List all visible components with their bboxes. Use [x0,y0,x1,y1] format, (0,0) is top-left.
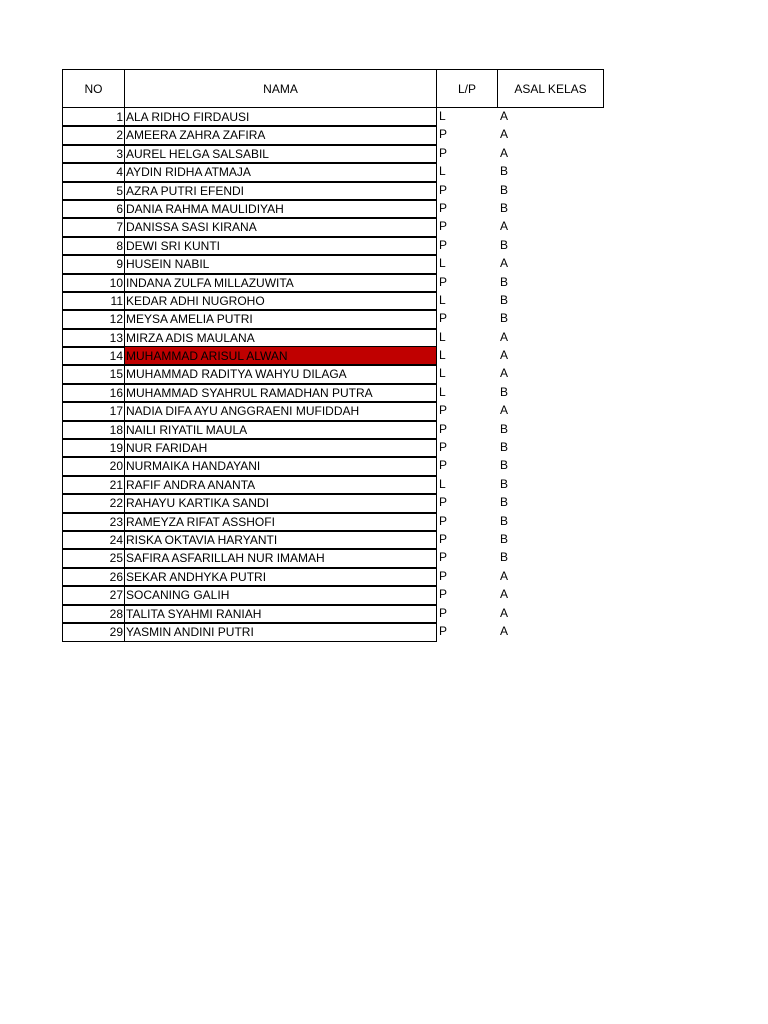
cell-nama[interactable]: AZRA PUTRI EFENDI [124,181,437,201]
header-nama[interactable]: NAMA [124,69,437,108]
cell-lp[interactable]: P [436,438,498,458]
table-row [62,273,605,292]
cell-no[interactable]: 1 [62,107,125,127]
cell-lp[interactable]: P [436,567,498,587]
cell-asal-kelas[interactable]: A [500,127,509,142]
cell-no[interactable]: 11 [62,291,125,311]
cell-asal-kelas[interactable]: A [500,623,509,638]
cell-lp[interactable]: P [436,401,498,421]
cell-nama[interactable]: AYDIN RIDHA ATMAJA [124,162,437,182]
table-row [62,567,605,586]
header-lp[interactable]: L/P [436,69,498,108]
cell-asal-kelas[interactable]: B [500,274,509,289]
table-row [62,236,605,255]
cell-asal-kelas[interactable]: A [500,219,509,234]
cell-nama[interactable]: KEDAR ADHI NUGROHO [124,291,437,311]
cell-lp[interactable]: P [436,512,498,532]
cell-lp[interactable]: L [436,254,498,274]
header-asal-kelas[interactable]: ASAL KELAS [497,69,604,108]
cell-asal-kelas[interactable]: A [500,329,509,344]
table-row [62,217,605,236]
table-row [62,604,605,623]
table-row [62,364,605,383]
cell-nama[interactable]: AMEERA ZAHRA ZAFIRA [124,125,437,145]
cell-lp[interactable]: L [436,162,498,182]
cell-asal-kelas[interactable]: B [500,384,509,399]
table-row [62,125,605,144]
cell-no[interactable]: 6 [62,199,125,219]
cell-no[interactable]: 26 [62,567,125,587]
cell-lp[interactable]: P [436,181,498,201]
cell-lp[interactable]: P [436,125,498,145]
cell-no[interactable]: 17 [62,401,125,421]
cell-nama[interactable]: MIRZA ADIS MAULANA [124,328,437,348]
cell-lp[interactable]: L [436,364,498,384]
cell-lp[interactable]: P [436,420,498,440]
cell-no[interactable]: 27 [62,585,125,605]
cell-asal-kelas[interactable]: A [500,109,509,123]
cell-nama[interactable]: YASMIN ANDINI PUTRI [124,622,437,642]
cell-lp[interactable]: P [436,217,498,237]
table-row [62,328,605,347]
cell-lp[interactable]: P [436,236,498,256]
cell-asal-kelas[interactable]: B [500,550,509,565]
cell-asal-kelas[interactable]: B [500,531,509,546]
cell-no[interactable]: 21 [62,475,125,495]
cell-asal-kelas[interactable]: B [500,200,509,215]
cell-nama[interactable]: RAHAYU KARTIKA SANDI [124,493,437,513]
cell-asal-kelas[interactable]: A [500,348,509,363]
cell-lp[interactable]: L [436,475,498,495]
cell-lp[interactable]: P [436,309,498,329]
cell-no[interactable]: 15 [62,364,125,384]
cell-no[interactable]: 29 [62,622,125,642]
table-row [62,530,605,549]
cell-nama[interactable]: ALA RIDHO FIRDAUSI [124,107,437,127]
table-body [62,107,605,641]
table-row [62,456,605,475]
cell-asal-kelas[interactable]: A [500,568,509,583]
cell-nama[interactable]: DANIA RAHMA MAULIDIYAH [124,199,437,219]
cell-nama[interactable]: NURMAIKA HANDAYANI [124,456,437,476]
table-row [62,622,605,641]
cell-nama[interactable]: DEWI SRI KUNTI [124,236,437,256]
table-row [62,438,605,457]
cell-nama[interactable]: DANISSA SASI KIRANA [124,217,437,237]
cell-no[interactable]: 19 [62,438,125,458]
cell-no[interactable]: 4 [62,162,125,182]
cell-nama[interactable]: INDANA ZULFA MILLAZUWITA [124,273,437,293]
cell-asal-kelas[interactable]: B [500,458,509,473]
cell-no[interactable]: 22 [62,493,125,513]
cell-asal-kelas[interactable]: B [500,476,509,491]
cell-asal-kelas[interactable]: B [500,495,509,510]
table-row [62,254,605,273]
cell-asal-kelas[interactable]: A [500,403,509,418]
cell-nama[interactable]: MUHAMMAD SYAHRUL RAMADHAN PUTRA [124,383,437,403]
cell-nama[interactable]: RISKA OKTAVIA HARYANTI [124,530,437,550]
table-row [62,162,605,181]
cell-lp[interactable]: L [436,291,498,311]
cell-no[interactable]: 13 [62,328,125,348]
cell-asal-kelas[interactable]: B [500,440,509,455]
table-row [62,291,605,310]
cell-no[interactable]: 8 [62,236,125,256]
cell-lp[interactable]: P [436,530,498,550]
table-row [62,383,605,402]
cell-nama[interactable]: AUREL HELGA SALSABIL [124,144,437,164]
cell-nama[interactable]: SAFIRA ASFARILLAH NUR IMAMAH [124,548,437,568]
cell-lp[interactable]: P [436,548,498,568]
cell-no[interactable]: 16 [62,383,125,403]
cell-nama[interactable]: HUSEIN NABIL [124,254,437,274]
cell-asal-kelas[interactable]: B [500,513,509,528]
table-row [62,420,605,439]
table-row [62,493,605,512]
cell-nama[interactable]: SOCANING GALIH [124,585,437,605]
table-row [62,199,605,218]
cell-asal-kelas[interactable]: B [500,311,509,326]
cell-asal-kelas[interactable]: B [500,182,509,197]
cell-no[interactable]: 5 [62,181,125,201]
cell-no[interactable]: 9 [62,254,125,274]
cell-lp[interactable]: L [436,107,498,127]
cell-nama[interactable]: MUHAMMAD ARISUL ALWAN [124,346,437,366]
cell-nama[interactable]: MUHAMMAD RADITYA WAHYU DILAGA [124,364,437,384]
cell-asal-kelas[interactable]: B [500,421,509,436]
cell-asal-kelas[interactable]: A [500,605,509,620]
header-no[interactable]: NO [62,69,125,108]
cell-lp[interactable]: P [436,604,498,624]
cell-lp[interactable]: P [436,585,498,605]
cell-nama[interactable]: MEYSA AMELIA PUTRI [124,309,437,329]
cell-lp[interactable]: P [436,493,498,513]
cell-no[interactable]: 3 [62,144,125,164]
cell-no[interactable]: 25 [62,548,125,568]
cell-asal-kelas[interactable]: A [500,145,509,160]
table-row [62,144,605,163]
cell-nama[interactable]: NADIA DIFA AYU ANGGRAENI MUFIDDAH [124,401,437,421]
table-row [62,107,605,126]
cell-no[interactable]: 28 [62,604,125,624]
table-row [62,475,605,494]
cell-nama[interactable]: NAILI RIYATIL MAULA [124,420,437,440]
table-row [62,346,605,365]
cell-no[interactable]: 2 [62,125,125,145]
cell-no[interactable]: 18 [62,420,125,440]
cell-nama[interactable]: SEKAR ANDHYKA PUTRI [124,567,437,587]
cell-asal-kelas[interactable]: B [500,164,509,179]
cell-lp[interactable]: P [436,199,498,219]
cell-lp[interactable]: P [436,622,498,642]
cell-no[interactable]: 24 [62,530,125,550]
cell-asal-kelas[interactable]: A [500,256,509,271]
cell-asal-kelas[interactable]: B [500,237,509,252]
cell-lp[interactable]: P [436,144,498,164]
table-row [62,548,605,567]
cell-nama[interactable]: NUR FARIDAH [124,438,437,458]
table-row [62,585,605,604]
table-row [62,512,605,531]
cell-lp[interactable]: P [436,273,498,293]
cell-asal-kelas[interactable]: A [500,587,509,602]
table-row [62,309,605,328]
cell-nama[interactable]: TALITA SYAHMI RANIAH [124,604,437,624]
cell-lp[interactable]: L [436,328,498,348]
cell-nama[interactable]: RAFIF ANDRA ANANTA [124,475,437,495]
cell-asal-kelas[interactable]: B [500,292,509,307]
cell-no[interactable]: 14 [62,346,125,366]
cell-no[interactable]: 23 [62,512,125,532]
cell-no[interactable]: 20 [62,456,125,476]
table-row [62,181,605,200]
cell-asal-kelas[interactable]: A [500,366,509,381]
cell-lp[interactable]: L [436,383,498,403]
cell-no[interactable]: 7 [62,217,125,237]
cell-no[interactable]: 10 [62,273,125,293]
cell-lp[interactable]: L [436,346,498,366]
table-row [62,401,605,420]
cell-no[interactable]: 12 [62,309,125,329]
table-header [62,69,604,108]
cell-nama[interactable]: RAMEYZA RIFAT ASSHOFI [124,512,437,532]
cell-lp[interactable]: P [436,456,498,476]
